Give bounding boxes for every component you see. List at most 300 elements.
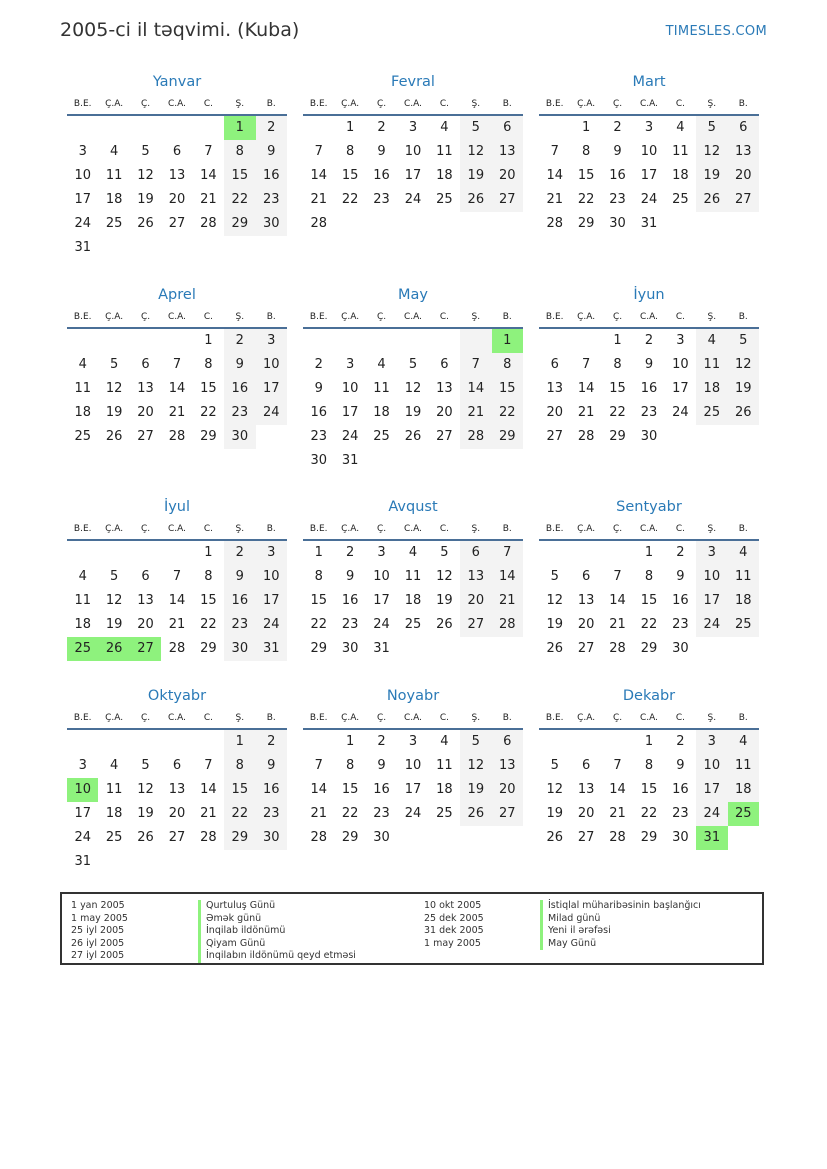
month-name: Fevral (391, 74, 435, 90)
calendar-day: 1 (345, 120, 355, 135)
days-grid (539, 541, 759, 661)
calendar-day: 9 (224, 353, 255, 377)
calendar-day: 16 (609, 168, 626, 183)
empty-day (397, 329, 428, 353)
calendar-day: 12 (436, 569, 453, 584)
calendar-day: 16 (672, 782, 689, 797)
empty-day (492, 449, 523, 473)
calendar-day: 19 (546, 806, 563, 821)
month-name: İyun (633, 287, 665, 303)
calendar-day: 11 (105, 168, 123, 183)
calendar-day: 1 (314, 545, 323, 560)
calendar-day: 26 (460, 802, 491, 826)
calendar-day: 19 (137, 806, 154, 821)
calendar-day: 22 (224, 802, 255, 826)
weekday-label: Ş. (707, 713, 717, 723)
empty-day (460, 449, 491, 473)
empty-day (366, 449, 397, 473)
calendar-day: 16 (224, 377, 255, 401)
weekday-label: Ç.A. (105, 713, 124, 723)
calendar-day: 2 (256, 730, 287, 754)
weekday-label: Ç.A. (341, 713, 360, 723)
calendar-day: 14 (546, 168, 563, 183)
calendar-day: 25 (436, 192, 453, 207)
weekday-label: B. (266, 312, 276, 322)
empty-day (728, 826, 759, 850)
weekday-label: Ç. (140, 524, 151, 534)
calendar-day: 18 (74, 405, 91, 420)
calendar-day: 7 (172, 357, 182, 372)
calendar-day: 17 (696, 778, 727, 802)
site-link[interactable]: TIMESLES.COM (665, 24, 767, 39)
calendar-day: 8 (224, 140, 255, 164)
calendar-day: 8 (644, 758, 654, 773)
calendar-day: 2 (613, 120, 622, 135)
calendar-day: 20 (577, 806, 595, 821)
weekday-label: C.A. (403, 312, 422, 322)
calendar-day: 20 (168, 192, 186, 207)
empty-day (429, 826, 460, 850)
empty-day (224, 850, 255, 874)
calendar-day: 2 (377, 734, 386, 749)
calendar-day: 24 (696, 613, 727, 637)
calendar-day: 22 (640, 617, 658, 632)
weekday-label: C.A. (403, 99, 422, 109)
weekday-label: Ç. (376, 524, 387, 534)
calendar-day: 26 (696, 188, 727, 212)
calendar-day: 12 (460, 754, 491, 778)
empty-day (98, 850, 129, 874)
weekday-header (67, 710, 287, 730)
empty-day (397, 212, 428, 236)
calendar-day: 11 (728, 754, 759, 778)
calendar-day: 23 (373, 806, 390, 821)
calendar-day: 29 (341, 830, 359, 845)
weekday-header (539, 309, 759, 329)
empty-day (256, 236, 287, 260)
calendar-day: 17 (404, 168, 422, 183)
calendar-day: 31 (74, 854, 91, 869)
calendar-day: 13 (728, 140, 759, 164)
calendar-day: 12 (105, 593, 123, 608)
calendar-day: 10 (341, 381, 359, 396)
empty-day (224, 236, 255, 260)
empty-day (665, 425, 696, 449)
month-block (539, 686, 759, 850)
calendar-day: 26 (404, 429, 422, 444)
calendar-day: 12 (404, 381, 422, 396)
legend-date: 10 okt 2005 (424, 900, 482, 911)
calendar-day: 15 (224, 164, 255, 188)
calendar-day: 19 (546, 617, 563, 632)
calendar-day: 1 (644, 545, 654, 560)
calendar-day: 19 (404, 405, 422, 420)
calendar-day: 27 (460, 613, 491, 637)
empty-day (665, 212, 696, 236)
calendar-day: 4 (408, 545, 418, 560)
empty-day (98, 329, 129, 353)
calendar-day: 20 (577, 617, 595, 632)
calendar-day: 15 (640, 593, 658, 608)
calendar-day: 11 (436, 758, 453, 773)
calendar-day: 13 (137, 381, 154, 396)
calendar-day: 4 (440, 120, 449, 135)
weekday-label: B. (738, 312, 748, 322)
empty-day (334, 329, 365, 353)
calendar-day: 5 (440, 545, 449, 560)
empty-day (366, 212, 397, 236)
calendar-day: 26 (728, 401, 759, 425)
legend-holiday-name: İnqilabın ildönümü qeyd etməsi (198, 950, 356, 963)
calendar-day: 24 (74, 216, 91, 231)
month-block (539, 72, 759, 236)
empty-day (492, 637, 523, 661)
calendar-day: 25 (696, 401, 727, 425)
calendar-day: 9 (377, 758, 386, 773)
page-title: 2005-ci il təqvimi. (Kuba) (60, 19, 300, 41)
legend-date: 1 may 2005 (71, 912, 128, 924)
weekday-label: Ç.A. (341, 99, 360, 109)
holiday-day: 27 (130, 637, 161, 661)
calendar-day: 5 (408, 357, 418, 372)
empty-day (161, 329, 192, 353)
calendar-day: 24 (373, 617, 390, 632)
weekday-label: C. (439, 524, 449, 534)
weekday-header (303, 710, 523, 730)
calendar-day: 5 (141, 144, 150, 159)
legend-date: 25 iyl 2005 (71, 925, 125, 937)
calendar-day: 6 (581, 758, 591, 773)
calendar-day: 8 (204, 569, 213, 584)
empty-day (130, 236, 161, 260)
calendar-day: 5 (696, 116, 727, 140)
calendar-day: 7 (314, 758, 323, 773)
empty-day (161, 730, 192, 754)
calendar-day: 4 (676, 120, 685, 135)
calendar-day: 30 (224, 637, 255, 661)
empty-day (98, 541, 129, 565)
calendar-day: 8 (345, 144, 355, 159)
calendar-day: 20 (460, 589, 491, 613)
weekday-header (539, 521, 759, 541)
calendar-day: 25 (728, 613, 759, 637)
weekday-label: Ş. (471, 312, 481, 322)
weekday-label: Ç.A. (577, 524, 596, 534)
calendar-day: 30 (224, 425, 255, 449)
calendar-day: 2 (256, 116, 287, 140)
weekday-label: B. (266, 713, 276, 723)
month-block (303, 72, 523, 236)
empty-day (696, 212, 727, 236)
empty-day (429, 637, 460, 661)
weekday-label: B.E. (73, 713, 92, 723)
month-name: Avqust (388, 499, 438, 515)
weekday-label: C.A. (639, 713, 658, 723)
calendar-day: 5 (460, 116, 491, 140)
month-name: Mart (632, 74, 666, 90)
weekday-label: C.A. (639, 312, 658, 322)
calendar-day: 18 (436, 168, 453, 183)
calendar-day: 18 (105, 192, 123, 207)
empty-day (130, 541, 161, 565)
calendar-day: 15 (310, 593, 327, 608)
calendar-day: 8 (581, 144, 591, 159)
calendar-day: 24 (341, 429, 359, 444)
weekday-label: C.A. (167, 312, 186, 322)
calendar-day: 22 (200, 405, 217, 420)
weekday-header (303, 96, 523, 116)
calendar-day: 20 (728, 164, 759, 188)
weekday-label: C.A. (167, 713, 186, 723)
calendar-day: 14 (310, 782, 327, 797)
calendar-day: 16 (256, 164, 287, 188)
calendar-day: 3 (78, 758, 87, 773)
calendar-day: 1 (345, 734, 355, 749)
calendar-day: 2 (224, 329, 255, 353)
days-grid (67, 541, 287, 661)
calendar-day: 19 (728, 377, 759, 401)
weekday-label: C.A. (167, 524, 186, 534)
calendar-day: 3 (345, 357, 355, 372)
weekday-label: C.A. (403, 713, 422, 723)
calendar-day: 1 (224, 730, 255, 754)
weekday-label: Ç.A. (105, 524, 124, 534)
calendar-day: 6 (172, 144, 182, 159)
calendar-day: 4 (377, 357, 386, 372)
empty-day (397, 637, 428, 661)
calendar-day: 22 (224, 188, 255, 212)
calendar-day: 23 (341, 617, 359, 632)
empty-day (98, 236, 129, 260)
month-block (539, 497, 759, 661)
calendar-day: 3 (644, 120, 654, 135)
calendar-day: 17 (74, 806, 91, 821)
empty-day (728, 425, 759, 449)
calendar-day: 7 (204, 758, 213, 773)
empty-day (161, 850, 192, 874)
calendar-day: 16 (341, 593, 359, 608)
holiday-day: 1 (224, 116, 255, 140)
empty-day (193, 236, 224, 260)
calendar-day: 16 (672, 593, 689, 608)
calendar-day: 17 (640, 168, 658, 183)
calendar-day: 24 (696, 802, 727, 826)
calendar-day: 15 (492, 377, 523, 401)
days-grid (303, 116, 523, 236)
calendar-day: 12 (460, 140, 491, 164)
calendar-day: 16 (373, 168, 390, 183)
calendar-day: 23 (672, 617, 689, 632)
calendar-day: 28 (609, 830, 626, 845)
calendar-day: 7 (492, 541, 523, 565)
weekday-label: C. (203, 524, 213, 534)
weekday-label: Ç. (140, 713, 151, 723)
month-block (539, 285, 759, 449)
calendar-day: 18 (696, 377, 727, 401)
empty-day (67, 116, 98, 140)
calendar-day: 7 (204, 144, 213, 159)
calendar-day: 13 (137, 593, 154, 608)
empty-day (570, 329, 601, 353)
calendar-day: 28 (577, 429, 595, 444)
calendar-day: 19 (105, 405, 123, 420)
calendar-day: 21 (546, 192, 563, 207)
weekday-header (67, 521, 287, 541)
calendar-day: 14 (577, 381, 595, 396)
calendar-day: 29 (310, 641, 327, 656)
calendar-day: 13 (546, 381, 563, 396)
days-grid (539, 730, 759, 850)
weekday-label: C. (439, 713, 449, 723)
weekday-label: Ç. (140, 312, 151, 322)
calendar-day: 3 (78, 144, 87, 159)
empty-day (397, 449, 428, 473)
weekday-label: B.E. (73, 312, 92, 322)
calendar-day: 20 (492, 778, 523, 802)
calendar-day: 21 (609, 617, 626, 632)
calendar-day: 31 (74, 240, 91, 255)
legend-date: 27 iyl 2005 (71, 950, 125, 962)
legend-holiday-name: İnqilab ildönümü (198, 925, 356, 938)
calendar-day: 12 (137, 782, 154, 797)
calendar-day: 17 (404, 782, 422, 797)
calendar-day: 28 (310, 830, 327, 845)
empty-day (256, 425, 287, 449)
calendar-day: 12 (546, 593, 563, 608)
weekday-label: C. (675, 713, 685, 723)
calendar-day: 18 (373, 405, 390, 420)
calendar-day: 10 (672, 357, 689, 372)
empty-day (602, 730, 633, 754)
calendar-day: 7 (581, 357, 591, 372)
calendar-day: 25 (373, 429, 390, 444)
empty-day (193, 116, 224, 140)
calendar-day: 10 (640, 144, 658, 159)
calendar-day: 26 (436, 617, 453, 632)
empty-day (366, 329, 397, 353)
weekday-label: B. (502, 312, 512, 322)
weekday-header (539, 96, 759, 116)
calendar-day: 15 (200, 381, 217, 396)
calendar-day: 12 (137, 168, 154, 183)
weekday-label: Ş. (471, 524, 481, 534)
weekday-label: C.A. (403, 524, 422, 534)
calendar-day: 23 (256, 802, 287, 826)
month-name: Dekabr (622, 688, 676, 704)
calendar-day: 31 (341, 453, 359, 468)
empty-day (130, 329, 161, 353)
empty-day (67, 329, 98, 353)
calendar-day: 7 (460, 353, 491, 377)
calendar-day: 2 (314, 357, 323, 372)
empty-day (429, 212, 460, 236)
empty-day (130, 116, 161, 140)
calendar-day: 9 (377, 144, 386, 159)
holiday-legend (60, 892, 764, 965)
calendar-day: 16 (373, 782, 390, 797)
calendar-day: 27 (436, 429, 453, 444)
calendar-day: 30 (256, 212, 287, 236)
calendar-day: 27 (137, 429, 154, 444)
weekday-label: C.A. (639, 99, 658, 109)
weekday-label: Ş. (235, 99, 245, 109)
legend-holiday-name: Qiyam Günü (198, 938, 356, 951)
legend-holiday-name: İstiqlal müharibəsinin başlanğıcı (540, 900, 701, 913)
weekday-label: Ç. (612, 312, 623, 322)
weekday-label: B.E. (73, 99, 92, 109)
empty-day (303, 329, 334, 353)
calendar-day: 26 (137, 830, 154, 845)
calendar-day: 6 (728, 116, 759, 140)
calendar-day: 14 (168, 593, 186, 608)
weekday-header (67, 96, 287, 116)
calendar-day: 9 (613, 144, 622, 159)
calendar-day: 21 (310, 806, 327, 821)
calendar-day: 9 (256, 140, 287, 164)
weekday-label: B.E. (545, 312, 564, 322)
legend-names-2 (540, 900, 701, 950)
calendar-day: 6 (141, 357, 150, 372)
calendar-day: 4 (728, 541, 759, 565)
calendar-day: 2 (377, 120, 386, 135)
empty-day (696, 637, 727, 661)
calendar-day: 23 (310, 429, 327, 444)
empty-day (429, 329, 460, 353)
calendar-day: 9 (676, 569, 685, 584)
calendar-day: 15 (341, 168, 359, 183)
legend-names-1 (198, 900, 356, 963)
calendar-day: 26 (546, 830, 563, 845)
month-block (67, 285, 287, 449)
calendar-day: 4 (78, 357, 87, 372)
calendar-day: 8 (345, 758, 355, 773)
calendar-day: 19 (436, 593, 453, 608)
empty-day (539, 541, 570, 565)
calendar-day: 19 (696, 164, 727, 188)
month-name: Aprel (158, 287, 196, 303)
calendar-day: 2 (676, 734, 685, 749)
calendar-day: 22 (492, 401, 523, 425)
calendar-day: 18 (74, 617, 91, 632)
calendar-day: 11 (74, 381, 91, 396)
empty-day (161, 116, 192, 140)
weekday-label: B. (738, 524, 748, 534)
calendar-day: 22 (310, 617, 327, 632)
days-grid (67, 329, 287, 449)
weekday-label: C. (675, 524, 685, 534)
weekday-label: B. (266, 99, 276, 109)
weekday-label: B.E. (545, 99, 564, 109)
calendar-day: 24 (404, 192, 422, 207)
calendar-day: 13 (577, 782, 595, 797)
calendar-day: 10 (74, 168, 91, 183)
legend-holiday-name: Qurtuluş Günü (198, 900, 356, 913)
legend-holiday-name: May Günü (540, 938, 701, 951)
calendar-day: 6 (550, 357, 559, 372)
calendar-day: 9 (314, 381, 323, 396)
calendar-day: 24 (672, 405, 689, 420)
calendar-day: 12 (728, 353, 759, 377)
calendar-day: 23 (224, 401, 255, 425)
empty-day (256, 850, 287, 874)
weekday-label: C.A. (639, 524, 658, 534)
weekday-label: C. (675, 99, 685, 109)
weekday-label: C. (203, 312, 213, 322)
empty-day (570, 541, 601, 565)
month-block (303, 285, 523, 473)
holiday-day: 25 (728, 802, 759, 826)
calendar-day: 28 (200, 216, 217, 231)
